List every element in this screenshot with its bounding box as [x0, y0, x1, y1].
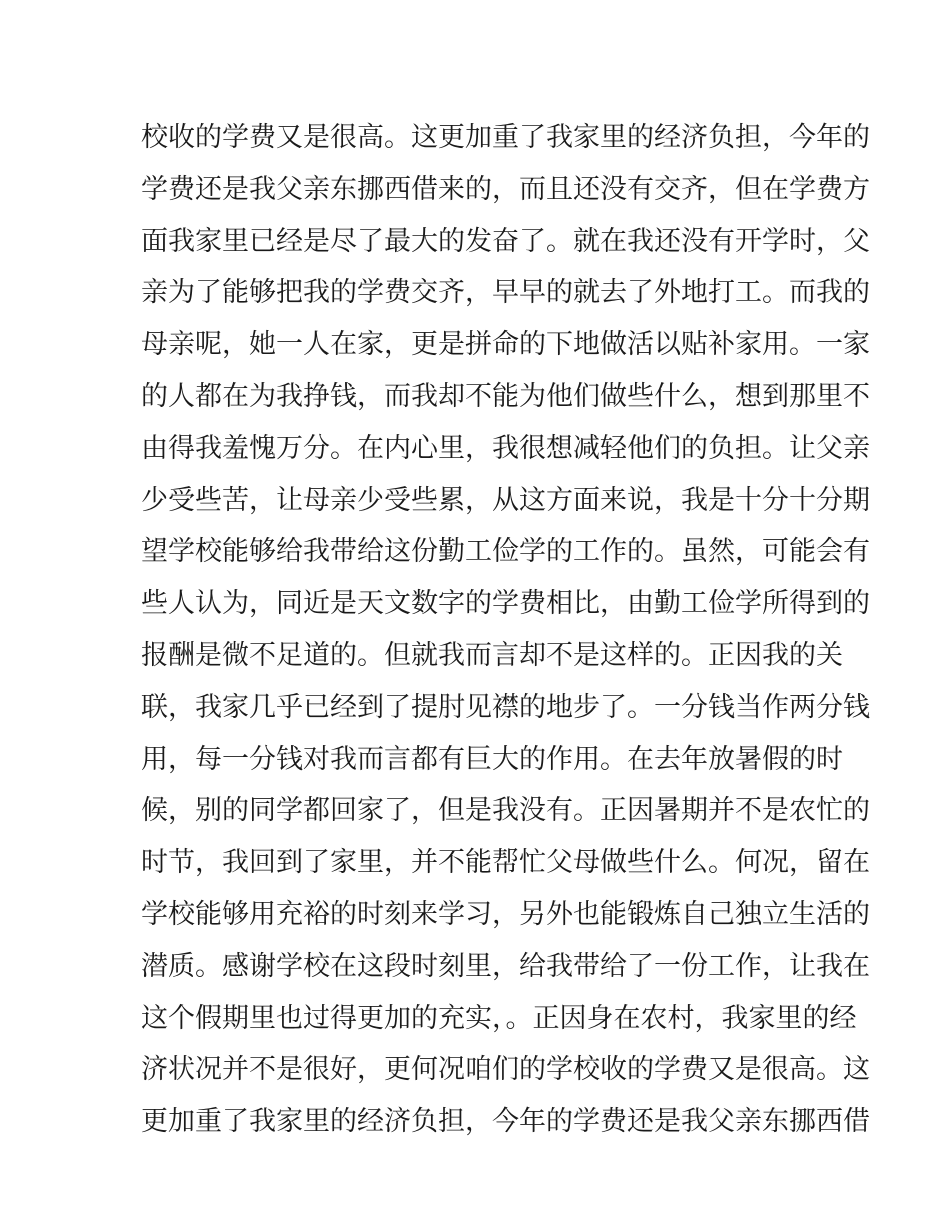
text-line: 些人认为，同近是天文数字的学费相比，由勤工俭学所得到的: [141, 588, 870, 620]
text-line: 校收的学费又是很高。这更加重了我家里的经济负担，今年的: [141, 122, 870, 153]
text-line: 学校能够用充裕的时刻来学习，另外也能锻炼自己独立生活的: [141, 898, 870, 930]
text-line: 这个假期里也过得更加的充实，。正因身在农村，我家里的经: [141, 1002, 857, 1034]
text-line: 母亲呢，她一人在家，更是拼命的下地做活以贴补家用。一家: [141, 329, 870, 361]
text-line: 学费还是我父亲东挪西借来的，而且还没有交齐，但在学费方: [141, 173, 870, 205]
text-line: 更加重了我家里的经济负担，今年的学费还是我父亲东挪西借: [141, 1106, 870, 1138]
text-line: 望学校能够给我带给这份勤工俭学的工作的。虽然，可能会有: [141, 536, 870, 568]
text-line: 由得我羞愧万分。在内心里，我很想减轻他们的负担。让父亲: [141, 432, 870, 464]
body-text: [141, 112, 870, 1148]
text-line: 潜质。感谢学校在这段时刻里，给我带给了一份工作，让我在: [141, 950, 870, 982]
text-line: 候，别的同学都回家了，但是我没有。正因暑期并不是农忙的: [141, 795, 870, 827]
text-line: 济状况并不是很好，更何况咱们的学校收的学费又是很高。这: [141, 1054, 870, 1086]
text-line: 报酬是微不足道的。但就我而言却不是这样的。正因我的关: [141, 639, 843, 671]
text-line: 少受些苦，让母亲少受些累，从这方面来说，我是十分十分期: [141, 484, 870, 516]
text-line: 时节，我回到了家里，并不能帮忙父母做些什么。何况，留在: [141, 847, 870, 879]
text-line: 用，每一分钱对我而言都有巨大的作用。在去年放暑假的时: [141, 743, 843, 775]
text-line: 亲为了能够把我的学费交齐，早早的就去了外地打工。而我的: [141, 277, 870, 309]
text-line: 的人都在为我挣钱，而我却不能为他们做些什么，想到那里不: [141, 380, 870, 412]
text-line: 面我家里已经是尽了最大的发奋了。就在我还没有开学时，父: [141, 225, 870, 257]
text-line: 联，我家几乎已经到了提肘见襟的地步了。一分钱当作两分钱: [141, 691, 870, 723]
